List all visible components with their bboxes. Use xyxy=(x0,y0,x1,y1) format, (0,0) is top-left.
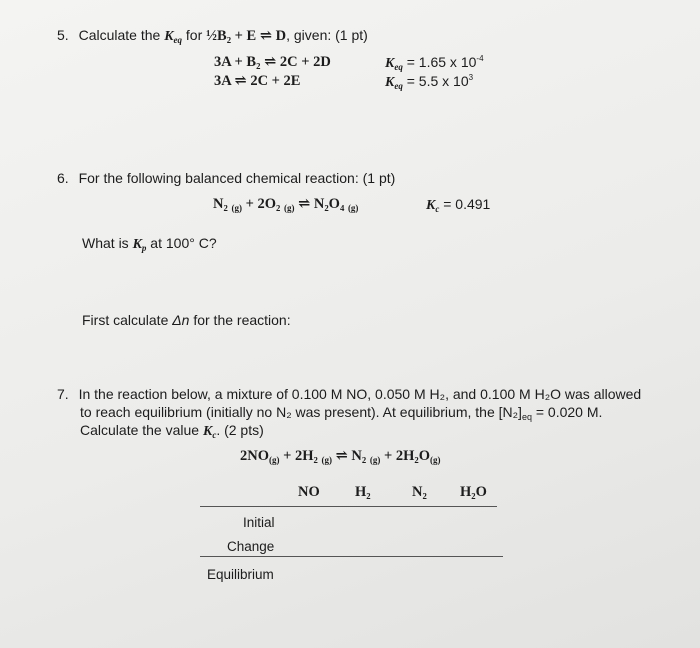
ice-header-rule xyxy=(200,506,497,507)
q5-line xyxy=(57,27,368,45)
q6-kc: $K_c = 0.491$ xyxy=(426,196,491,214)
ice-header-h2: H₂ xyxy=(355,484,371,500)
q7-equation: $2NO_{(g)} + 2H_2$ $_{(g)}$ ⇌ N₂ $_{(g)} + 2H_2O_{(g)}$ xyxy=(240,448,441,465)
q7-line1 xyxy=(57,386,641,402)
q7-text-1: In the reaction below, a mixture of 0.100 M NO, 0.050 M H₂, and 0.100 M H₂O was allowed xyxy=(78,386,642,402)
q5-text-pre: Calculate the xyxy=(78,27,165,43)
ice-header-n2: N₂ xyxy=(412,484,427,500)
q6-ask: What is $K_p$ at 100° C? xyxy=(82,235,217,253)
ice-row-equilibrium: Equilibrium xyxy=(207,567,274,582)
ice-change-rule xyxy=(200,556,503,557)
ice-header-h2o: H₂O xyxy=(460,484,487,500)
q6-number: 6. xyxy=(57,170,69,186)
ice-header-no: NO xyxy=(298,484,320,500)
q5-given-eq-1: 3A + B₂ ⇌ 2C + 2D xyxy=(214,54,331,70)
q5-given-k-2: $K_{eq} = 5.5$ x $10^3$ xyxy=(385,73,474,91)
q6-line xyxy=(57,170,395,186)
q5-given-eq-2: 3A ⇌ 2C + 2E xyxy=(214,73,301,89)
q5-number: 5. xyxy=(57,27,69,43)
ice-row-change: Change xyxy=(227,539,275,554)
q5-text-for: for xyxy=(182,27,207,43)
q7-line2: to reach equilibrium (initially no N₂ was present). At equilibrium, the $[N_2]_{eq} = 0.020$ M. xyxy=(80,404,603,422)
q5-k-symbol: $K_{eq}$ xyxy=(164,29,183,45)
ice-row-initial: Initial xyxy=(243,515,275,530)
q7-number: 7. xyxy=(57,386,69,402)
q6-text: For the following balanced chemical reaction: (1 pt) xyxy=(78,170,396,186)
q5-given-k-1: $K_{eq} = 1.65$ x $10^{-4}$ xyxy=(385,54,484,72)
q5-reaction: ½B₂ + E ⇌ D xyxy=(206,28,287,44)
q6-delta-n: First calculate Δn for the reaction: xyxy=(82,312,291,328)
q5-text-post: , given: (1 pt) xyxy=(286,27,368,43)
q7-line3: Calculate the value $K_c$. (2 pts) xyxy=(80,422,264,440)
q6-equation: N₂ $_{(g)}$ + 2O₂ $_{(g)}$ ⇌ N₂O₄ $_{(g)}$ xyxy=(213,196,359,213)
